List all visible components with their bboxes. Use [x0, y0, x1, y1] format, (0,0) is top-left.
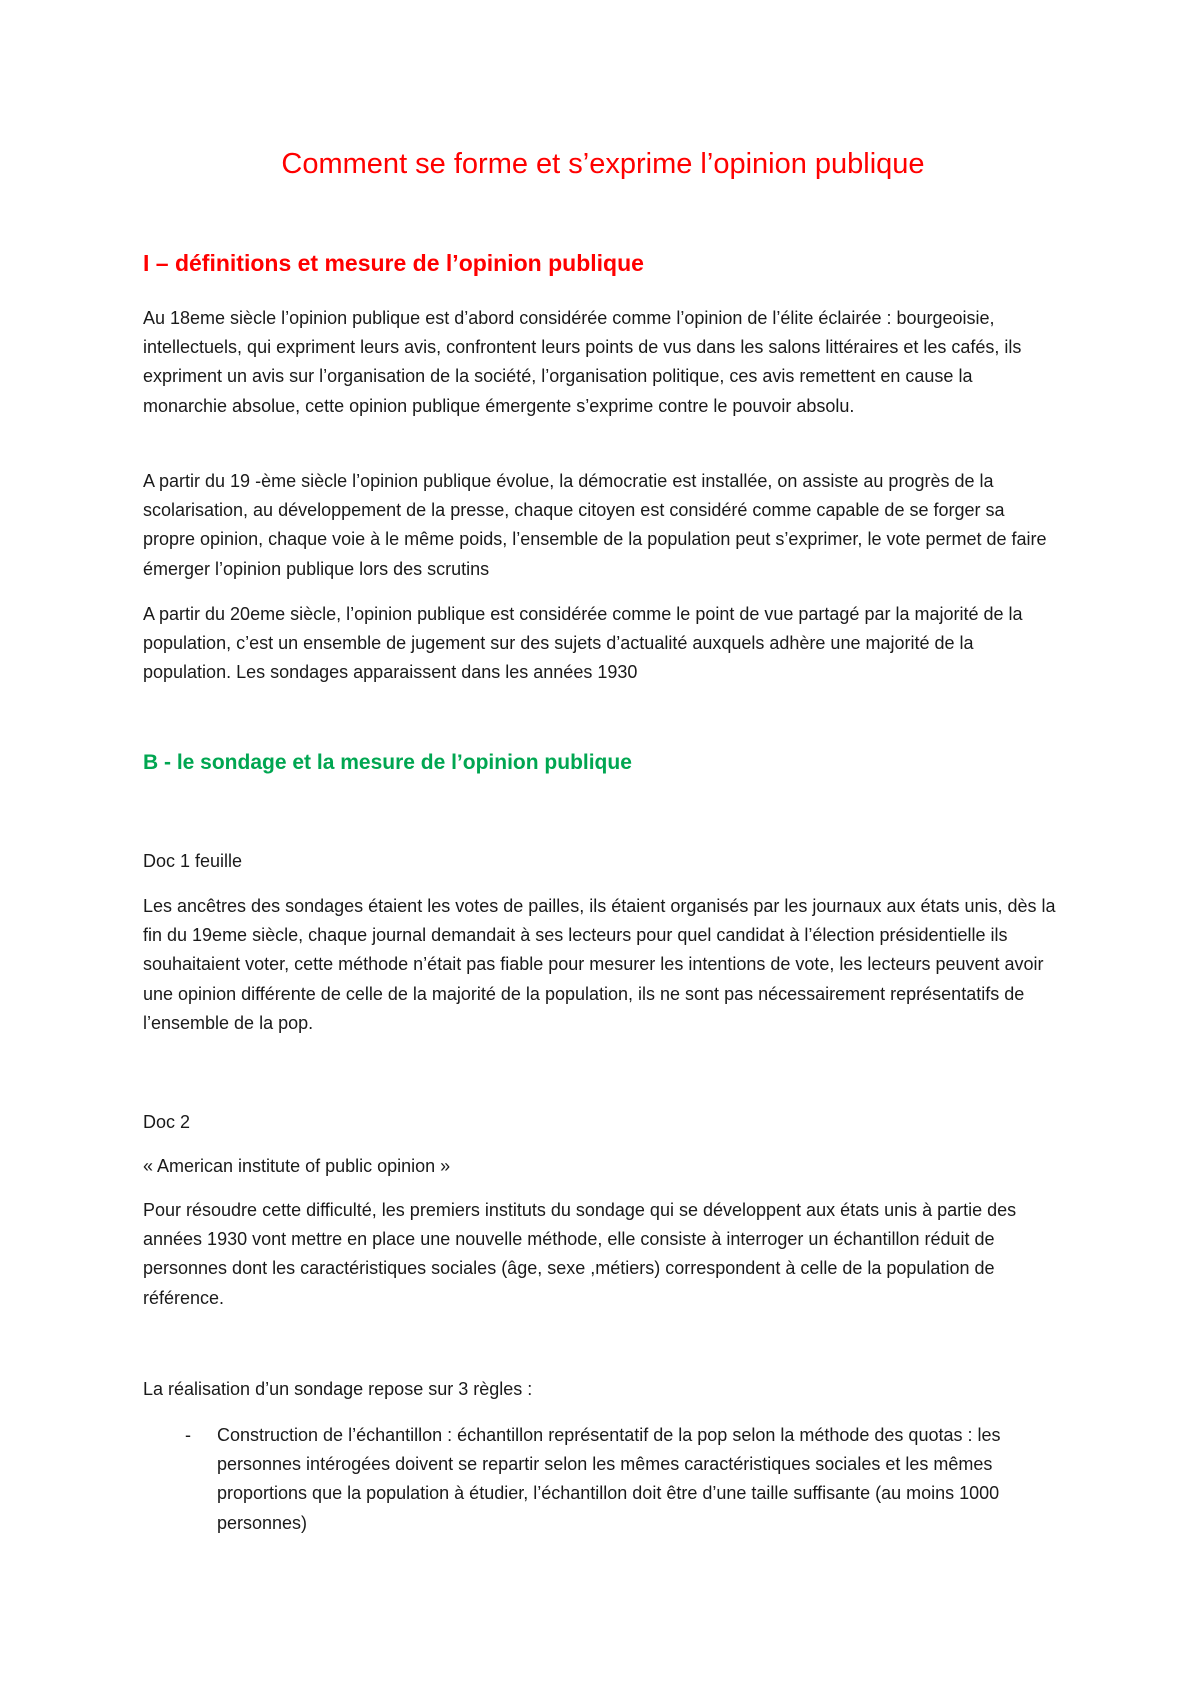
doc2-label: Doc 2 [143, 1112, 191, 1132]
doc2-text: Pour résoudre cette difficulté, les premiers instituts du sondage qui se développent aux états unis à partie des années 1930 vont mettre en place une nouvelle méthode, elle consiste à interroger un échantillon réduit de personnes dont les caractéristiques sociales (âge, sexe ,métiers) correspondent à celle de la population de référence. [143, 1200, 1017, 1308]
doc1-label: Doc 1 feuille [143, 851, 243, 871]
paragraph-19eme: A partir du 19 -ème siècle l’opinion publique évolue, la démocratie est installée, on assiste au progrès de la scolarisation, au développement de la presse, chaque citoyen est considéré comme capable de se forger sa propre opinion, chaque voie à le même poids, l’ensemble de la population peut s’exprimer, le vote permet de faire émerger l’opinion publique lors des scrutins [143, 471, 1047, 579]
doc2-source: « American institute of public opinion » [143, 1156, 451, 1176]
section-heading-sondage: B - le sondage et la mesure de l’opinion publique [143, 751, 632, 774]
section-heading-definitions: I – définitions et mesure de l’opinion publique [143, 250, 644, 276]
paragraph-20eme: A partir du 20eme siècle, l’opinion publique est considérée comme le point de vue partagé par la majorité de la population, c’est un ensemble de jugement sur des sujets d’actualité auxquels adhère une majorité de la population. Les sondages apparaissent dans les années 1930 [143, 604, 1023, 683]
rules-list [143, 1421, 1061, 1538]
paragraph-18eme: Au 18eme siècle l’opinion publique est d’abord considérée comme l’opinion de l’élite éclairée : bourgeoisie, intellectuels, qui expriment leurs avis, confrontent leurs points de vus dans les salons littéraires et les cafés, ils expriment un avis sur l’organisation de la société, l’organisation politique, ces avis remettent en cause la monarchie absolue, cette opinion publique émergente s’exprime contre le pouvoir absolu. [143, 308, 1022, 416]
page-title: Comment se forme et s’exprime l’opinion publique [281, 148, 925, 180]
list-item [143, 1421, 1061, 1538]
doc1-text: Les ancêtres des sondages étaient les votes de pailles, ils étaient organisés par les journaux aux états unis, dès la fin du 19eme siècle, chaque journal demandait à ses lecteurs pour quel candidat à l’élection présidentielle ils souhaitaient voter, cette méthode n’était pas fiable pour mesurer les intentions de vote, les lecteurs peuvent avoir une opinion différente de celle de la majorité de la population, ils ne sont pas nécessairement représentatifs de l’ensemble de la pop. [143, 896, 1056, 1033]
rules-intro: La réalisation d’un sondage repose sur 3 règles : [143, 1379, 533, 1399]
rule-text: Construction de l’échantillon : échantillon représentatif de la pop selon la méthode des quotas : les personnes intérogées doivent se repartir selon les mêmes caractéristiques sociales et les mêmes proportions que la population à étudier, l’échantillon doit être d’une taille suffisante (au moins 1000 personnes) [217, 1425, 1001, 1533]
list-bullet: - [185, 1425, 191, 1445]
